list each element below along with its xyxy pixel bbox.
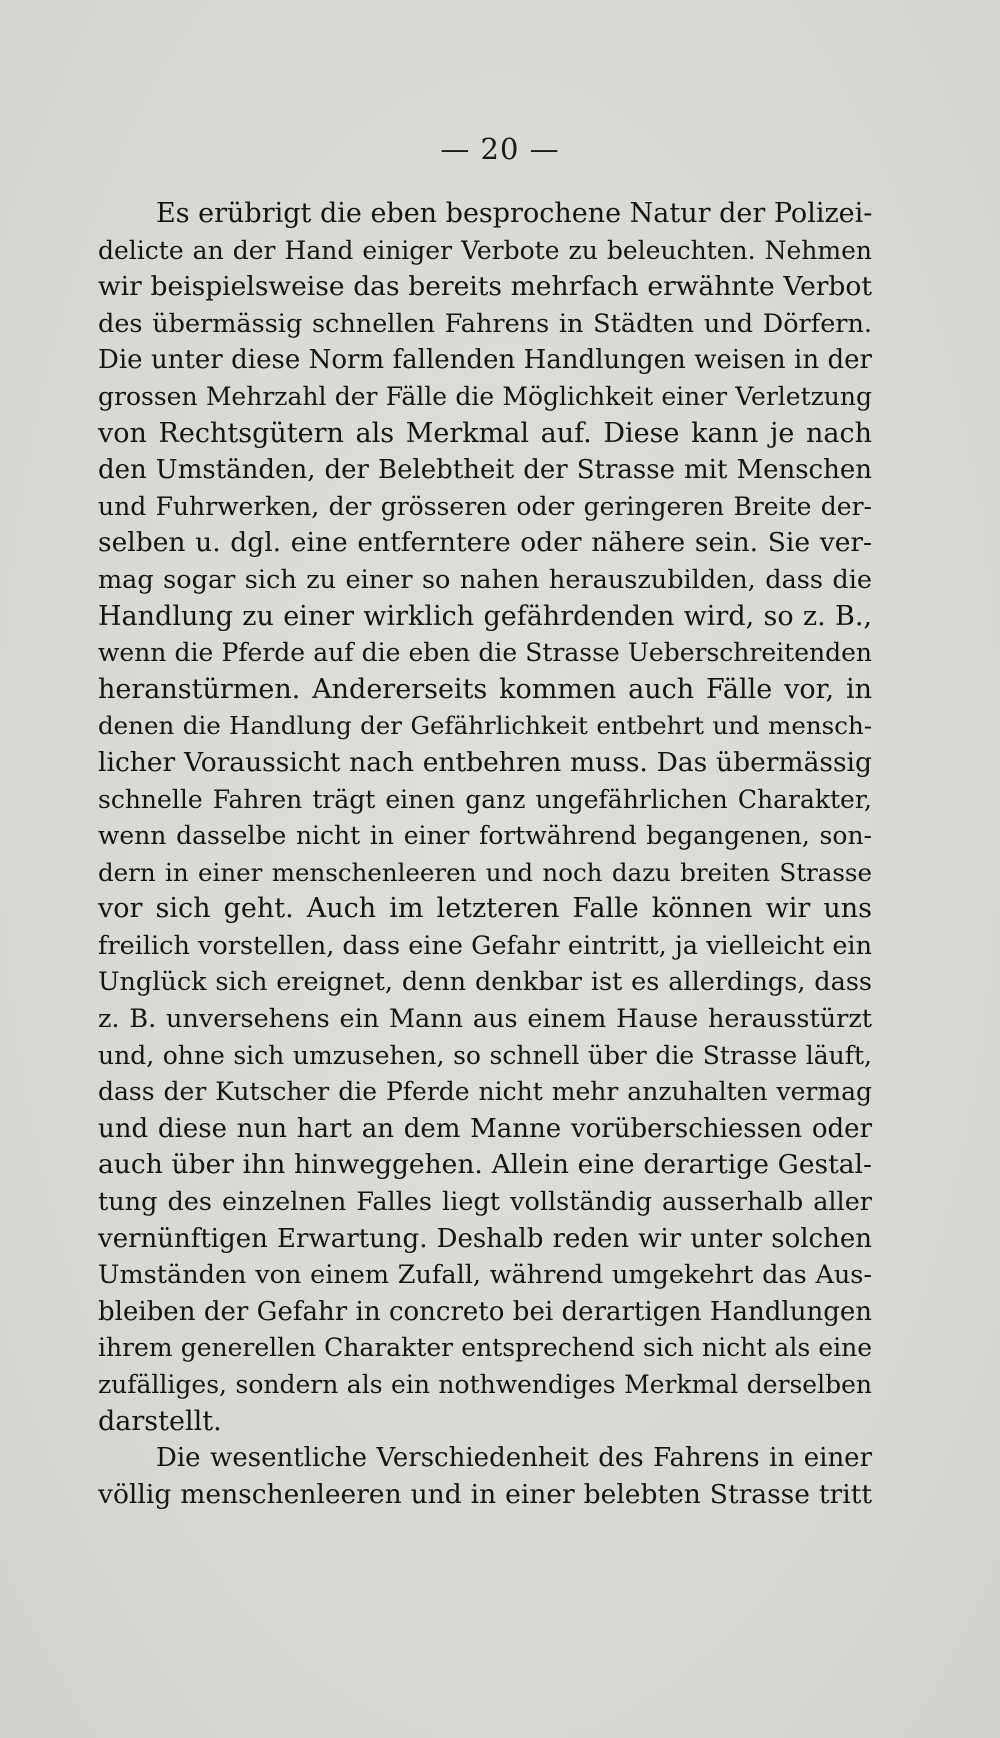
text-line: delicte an der Hand einiger Verbote zu beleuchten. Nehmen — [98, 235, 872, 265]
text-line: tung des einzelnen Falles liegt vollständig ausserhalb aller — [98, 1187, 872, 1218]
text-line: auch über ihn hinweggehen. Allein eine derartige Gestal- — [98, 1149, 872, 1181]
text-line: freilich vorstellen, dass eine Gefahr eintritt, ja vielleicht ein — [98, 930, 873, 961]
text-line: ihrem generellen Charakter entsprechend sich nicht als eine — [98, 1333, 872, 1363]
text-line: Die wesentliche Verschiedenheit des Fahrens in einer — [156, 1443, 872, 1474]
text-line: von Rechtsgütern als Merkmal auf. Diese kann je nach — [98, 417, 872, 449]
text-line: wir beispielsweise das bereits mehrfach erwähnte Verbot — [98, 271, 872, 303]
text-line: darstellt. — [98, 1405, 222, 1437]
text-line: zufälliges, sondern als ein nothwendiges Merkmal derselben — [98, 1370, 872, 1399]
text-line: und diese nun hart an dem Manne vorüberschiessen oder — [98, 1113, 872, 1144]
text-line: bleiben der Gefahr in concreto bei derartigen Handlungen — [98, 1296, 872, 1327]
text-line: denen die Handlung der Gefährlichkeit entbehrt und mensch- — [98, 711, 872, 741]
text-line: und, ohne sich umzusehen, so schnell über die Strasse läuft, — [98, 1040, 872, 1070]
text-line: dass der Kutscher die Pferde nicht mehr anzuhalten vermag — [98, 1077, 872, 1107]
text-line: völlig menschenleeren und in einer belebten Strasse tritt — [98, 1478, 872, 1510]
text-line: wenn die Pferde auf die eben die Strasse Ueberschreitenden — [98, 638, 872, 668]
text-line: mag sogar sich zu einer so nahen herauszubilden, dass die — [98, 564, 872, 595]
body-text — [98, 196, 872, 1513]
text-line: Unglück sich ereignet, denn denkbar ist es allerdings, dass — [98, 967, 872, 998]
text-line: Umständen von einem Zufall, während umgekehrt das Aus- — [98, 1260, 872, 1291]
text-line: vor sich geht. Auch im letzteren Falle können wir uns — [98, 893, 872, 925]
text-line: Es erübrigt die eben besprochene Natur der Polizei- — [156, 198, 873, 229]
text-line: vernünftigen Erwartung. Deshalb reden wir unter solchen — [98, 1223, 872, 1254]
text-line: selben u. dgl. eine entferntere oder nähere sein. Sie ver- — [98, 527, 872, 559]
text-line: und Fuhrwerken, der grösseren oder geringeren Breite der- — [98, 491, 872, 521]
text-line: heranstürmen. Andererseits kommen auch Fälle vor, in — [98, 673, 872, 705]
text-line: den Umständen, der Belebtheit der Strasse mit Menschen — [98, 455, 872, 486]
text-line: Die unter diese Norm fallenden Handlungen weisen in der — [98, 345, 872, 376]
text-line: licher Voraussicht nach entbehren muss. Das übermässig — [98, 746, 872, 778]
text-line: schnelle Fahren trägt einen ganz ungefährlichen Charakter, — [98, 784, 872, 814]
text-line: Handlung zu einer wirklich gefährdenden wird, so z. B., — [98, 600, 872, 632]
text-line: z. B. unversehens ein Mann aus einem Hause herausstürzt — [98, 1004, 872, 1035]
text-line: dern in einer menschenleeren und noch dazu breiten Strasse — [98, 857, 872, 887]
text-line: des übermässig schnellen Fahrens in Städten und Dörfern. — [98, 308, 872, 339]
text-line: wenn dasselbe nicht in einer fortwährend begangenen, son- — [98, 821, 872, 851]
text-line: grossen Mehrzahl der Fälle die Möglichkeit einer Verletzung — [98, 381, 872, 411]
page-number: — 20 — — [440, 132, 560, 166]
